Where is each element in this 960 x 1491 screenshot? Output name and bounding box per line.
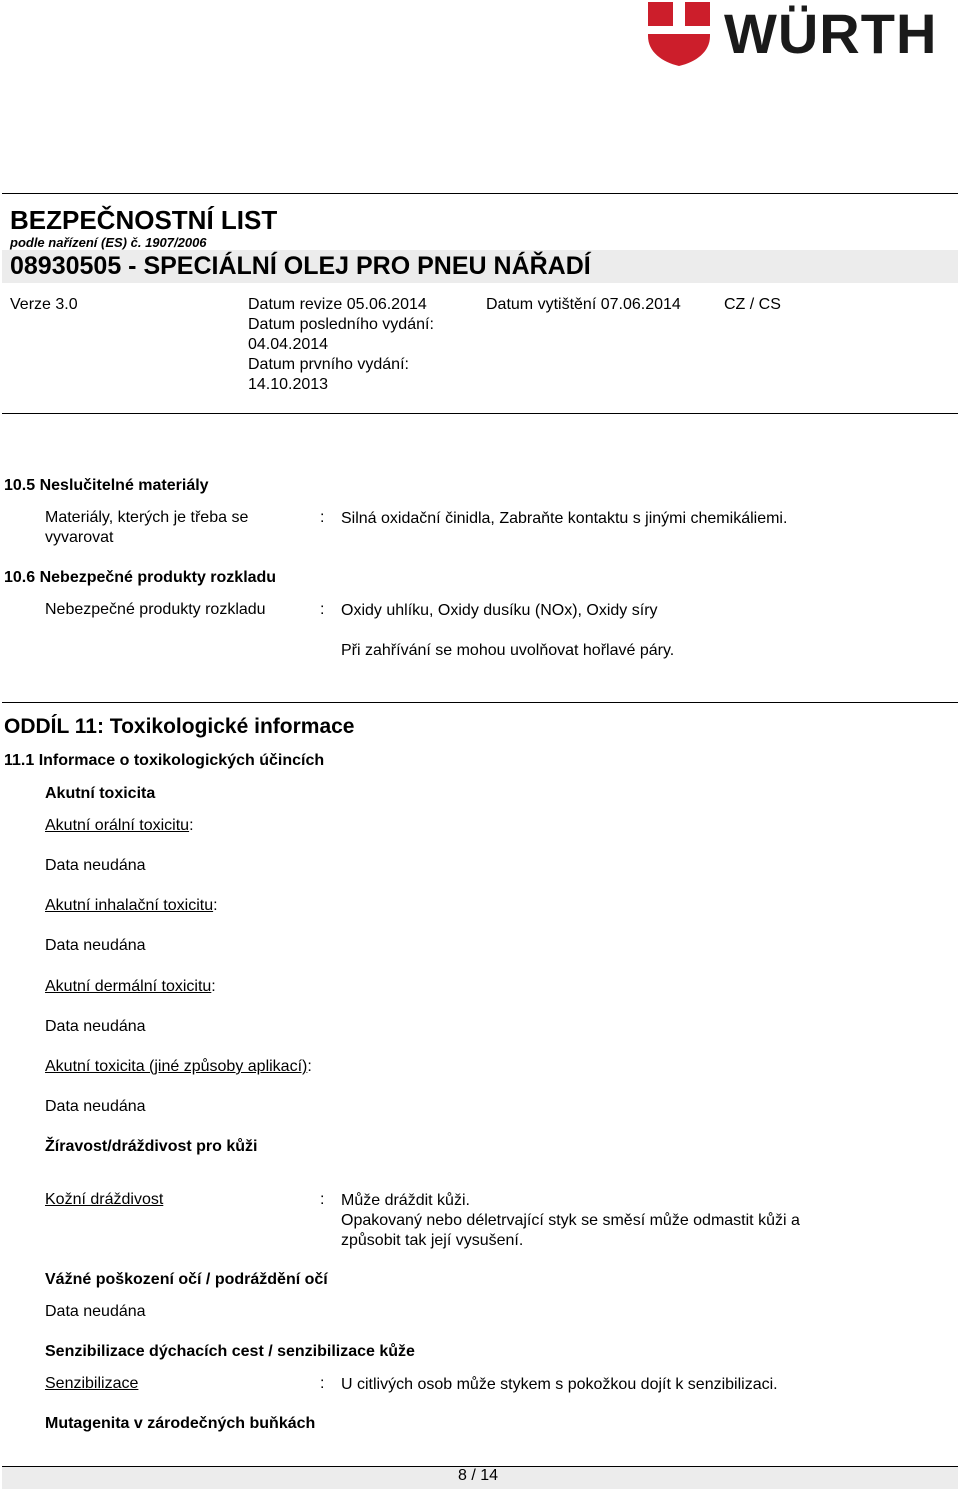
colon: : xyxy=(320,509,325,526)
language-code: CZ / CS xyxy=(724,296,781,313)
dermal-toxicity-value: Data neudána xyxy=(45,1018,146,1035)
colon: : xyxy=(320,1191,325,1208)
wurth-logo-icon xyxy=(648,2,710,66)
first-issue-label: Datum prvního vydání: xyxy=(248,356,409,373)
label-incompatible-line1: Materiály, kterých je třeba se xyxy=(45,509,249,526)
header-bottom-rule xyxy=(2,413,958,414)
sensitisation-label: Senzibilizace xyxy=(45,1375,139,1392)
document-regulation: podle nařízení (ES) č. 1907/2006 xyxy=(10,235,207,250)
label-incompatible-line2: vyvarovat xyxy=(45,529,114,546)
other-toxicity-label: Akutní toxicita (jiné způsoby aplikací): xyxy=(45,1058,312,1075)
heading-10-5: 10.5 Neslučitelné materiály xyxy=(4,477,209,494)
eye-damage-heading: Vážné poškození očí / podráždění očí xyxy=(45,1271,328,1288)
document-title: BEZPEČNOSTNÍ LIST xyxy=(10,205,278,235)
last-issue-label: Datum posledního vydání: xyxy=(248,316,434,333)
colon: : xyxy=(320,1375,325,1392)
skin-irritation-value-line3: způsobit tak její vysušení. xyxy=(341,1232,524,1249)
heading-10-6: 10.6 Nebezpečné produkty rozkladu xyxy=(4,569,277,586)
skin-irritation-label: Kožní dráždivost xyxy=(45,1191,164,1208)
colon: : xyxy=(320,601,325,618)
page-number: 8 / 14 xyxy=(458,1467,499,1484)
version: Verze 3.0 xyxy=(10,296,78,313)
value-decomposition: Oxidy uhlíku, Oxidy dusíku (NOx), Oxidy síry xyxy=(341,602,658,619)
inhalation-toxicity-value: Data neudána xyxy=(45,937,146,954)
decomposition-note: Při zahřívání se mohou uvolňovat hořlavé páry. xyxy=(341,642,675,659)
acute-toxicity-heading: Akutní toxicita xyxy=(45,785,156,802)
first-issue-date: 14.10.2013 xyxy=(248,376,329,393)
product-title: 08930505 - SPECIÁLNÍ OLEJ PRO PNEU NÁŘADÍ xyxy=(10,252,591,280)
heading-11-1: 11.1 Informace o toxikologických účincích xyxy=(4,752,325,769)
sensitisation-heading: Senzibilizace dýchacích cest / senzibilizace kůže xyxy=(45,1343,415,1360)
last-issue-date: 04.04.2014 xyxy=(248,336,329,353)
oral-toxicity-label: Akutní orální toxicitu: xyxy=(45,817,194,834)
header-top-rule xyxy=(2,193,958,194)
print-date: Datum vytištění 07.06.2014 xyxy=(486,296,681,313)
skin-irritation-value-line2: Opakovaný nebo déletrvající styk se směsí může odmastit kůži a xyxy=(341,1212,800,1229)
inhalation-toxicity-label: Akutní inhalační toxicitu: xyxy=(45,897,218,914)
other-toxicity-value: Data neudána xyxy=(45,1098,146,1115)
skin-irritation-value-line1: Může dráždit kůži. xyxy=(341,1192,470,1209)
section-11-rule xyxy=(2,702,958,703)
sensitisation-value: U citlivých osob může stykem s pokožkou dojít k senzibilizaci. xyxy=(341,1376,778,1393)
eye-damage-value: Data neudána xyxy=(45,1303,146,1320)
revision-date: Datum revize 05.06.2014 xyxy=(248,296,427,313)
label-decomposition: Nebezpečné produkty rozkladu xyxy=(45,601,266,618)
brand-wordmark: WÜRTH xyxy=(724,2,938,65)
skin-corrosion-heading: Žíravost/dráždivost pro kůži xyxy=(45,1138,258,1155)
dermal-toxicity-label: Akutní dermální toxicitu: xyxy=(45,978,216,995)
mutagenicity-heading: Mutagenita v zárodečných buňkách xyxy=(45,1415,316,1432)
oral-toxicity-value: Data neudána xyxy=(45,857,146,874)
value-incompatible: Silná oxidační činidla, Zabraňte kontaktu s jinými chemikáliemi. xyxy=(341,510,788,527)
section-11-title: ODDÍL 11: Toxikologické informace xyxy=(4,715,355,738)
